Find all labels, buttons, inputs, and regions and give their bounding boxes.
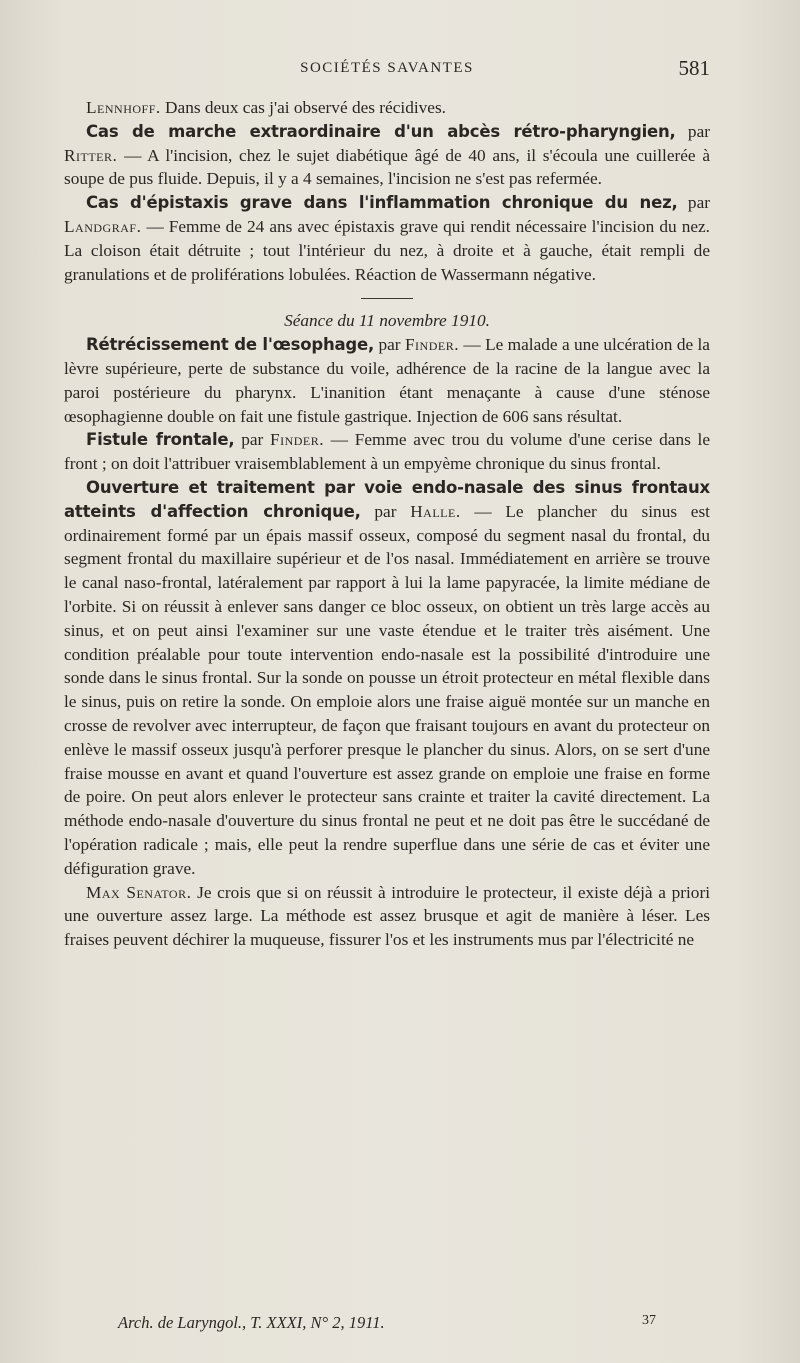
paragraph-landgraf: Cas d'épistaxis grave dans l'inflammation chronique du nez, par Landgraf. — Femme de 24 ans avec épistaxis grave qui rendit nécessaire l'incision du nez. La cloison était détruite ; tout l'intérieur du nez, à droite et à gauche, était rempli de granulations et de proliférations lobulées. Réaction de Wassermann négative. <box>64 193 710 284</box>
author-name: Finder. <box>269 430 325 450</box>
paragraph-text: — Femme de 24 ans avec épistaxis grave qui rendit nécessaire l'incision du nez. La cloison était détruite ; tout l'intérieur du nez, à droite et à gauche, était rempli de granulations et de proliférations lobulées. Réaction de Wassermann négative. <box>64 216 710 284</box>
author-name: Landgraf. <box>64 216 142 236</box>
paragraph-finder-oesophage: Rétrécissement de l'œsophage, par Finder. — Le malade a une ulcération de la lèvre supérieure, perte de substance du voile, adhérence de la racine de la langue avec la paroi postérieure du pharynx. L'inanition étant menaçante à cause d'une sténose œsophagienne double on fait une fistule gastrique. Injection de 606 sans résultat. <box>64 335 710 426</box>
author-name: Halle. <box>410 501 461 521</box>
section-heading: Ouverture et traitement par voie endo-nasale des sinus frontaux atteints d'affection chronique, <box>64 477 710 521</box>
author-name: Max Senator. <box>86 882 192 902</box>
paragraph-text: Je crois que si on réussit à introduire le protecteur, il existe déjà a priori une ouverture assez large. La méthode est assez brusque et agit de manière à léser. Les fraises peuvent déchirer la muqueuse, fissurer l'os et les instruments mus par l'électricité ne <box>64 882 710 950</box>
paragraph-ritter: Cas de marche extraordinaire d'un abcès rétro-pharyngien, par Ritter. — A l'incision, chez le sujet diabétique âgé de 40 ans, il s'écoula une cuillerée à soupe de pus fluide. Depuis, il y a 4 semaines, l'incision ne s'est pas refermée. <box>64 121 710 189</box>
paragraph-finder-fistule: Fistule frontale, par Finder. — Femme avec trou du volume d'une cerise dans le front ; on doit l'attribuer vraisemblablement à un empyème chronique du sinus frontal. <box>64 430 710 474</box>
sheet-number: 37 <box>642 1313 656 1328</box>
paragraph-text: — A l'incision, chez le sujet diabétique âgé de 40 ans, il s'écoula une cuillerée à soupe de pus fluide. Depuis, il y a 4 semaines, l'incision ne s'est pas refermée. <box>64 145 710 189</box>
page-footer <box>118 1313 656 1337</box>
running-title: SOCIÉTÉS SAVANTES <box>300 60 474 76</box>
paragraph-text: — Femme avec trou du volume d'une cerise dans le front ; on doit l'attribuer vraisemblablement à un empyème chronique du sinus frontal. <box>64 430 710 474</box>
section-heading: Cas de marche extraordinaire d'un abcès rétro-pharyngien, <box>86 121 676 141</box>
paragraph-halle: Ouverture et traitement par voie endo-nasale des sinus frontaux atteints d'affection chronique, par Halle. — Le plancher du sinus est ordinairement formé par un épais massif osseux, composé du segment nasal du frontal, du segment frontal du maxillaire supérieur et de l'os nasal. Immédiatement en arrière se trouve le canal naso-frontal, latéralement par rapport à lui la lame papyracée, la limite médiane de l'orbite. Si on réussit à enlever sans danger ce bloc osseux, on obtient un très large accès au sinus, et on peut ainsi l'examiner sur une vaste étendue et le traiter très aisément. Une condition préalable pour toute intervention endo-nasale est la possibilité d'introduire une sonde dans le sinus frontal. Sur la sonde on pousse un étroit protecteur en métal flexible dans le sinus, puis on retire la sonde. On emploie alors une fraise aiguë montée sur un manche en crosse de revolver avec interrupteur, de façon que fraisant toujours en avant du protecteur on enlève le massif osseux jusqu'à perforer presque le plancher du sinus. Alors, on se sert d'une fraise mousse en avant et quand l'ouverture est assez grande on emploie une fraise en forme de poire. On peut alors enlever le protecteur sans crainte et traiter la cavité directement. La méthode endo-nasale d'ouverture du sinus frontal ne peut et ne doit pas être le succédané de l'opération radicale ; mais, elle peut la rendre superflue dans une série de cas et éviter une défiguration grave. <box>64 477 710 878</box>
section-heading: Cas d'épistaxis grave dans l'inflammation chronique du nez, <box>86 193 678 213</box>
paragraph-text: — Le malade a une ulcération de la lèvre supérieure, perte de substance du voile, adhérence de la racine de la langue avec la paroi postérieure du pharynx. L'inanition étant menaçante à cause d'une sténose œsophagienne double on fait une fistule gastrique. Injection de 606 sans résultat. <box>64 335 710 426</box>
page-number: 581 <box>678 56 710 80</box>
paragraph-text: — Le plancher du sinus est ordinairement formé par un épais massif osseux, composé du segment nasal du frontal, du segment frontal du maxillaire supérieur et de l'os nasal. Immédiatement en arrière se trouve le canal naso-frontal, latéralement par rapport à lui la lame papyracée, la limite médiane de l'orbite. Si on réussit à enlever sans danger ce bloc osseux, on obtient un très large accès au sinus, et on peut ainsi l'examiner sur une vaste étendue et le traiter très aisément. Une condition préalable pour toute intervention endo-nasale est la possibilité d'introduire une sonde dans le sinus frontal. Sur la sonde on pousse un étroit protecteur en métal flexible dans le sinus, puis on retire la sonde. On emploie alors une fraise aiguë montée sur un manche en crosse de revolver avec interrupteur, de façon que fraisant toujours en avant du protecteur on enlève le massif osseux jusqu'à perforer presque le plancher du sinus. Alors, on se sert d'une fraise mousse en avant et quand l'ouverture est assez grande on emploie une fraise en forme de poire. On peut alors enlever le protecteur sans crainte et traiter la cavité directement. La méthode endo-nasale d'ouverture du sinus frontal ne peut et ne doit pas être le succédané de l'opération radicale ; mais, elle peut la rendre superflue dans une série de cas et éviter une défiguration grave. <box>64 501 710 878</box>
section-heading: Fistule frontale, <box>86 430 235 450</box>
journal-citation: Arch. de Laryngol., T. XXXI, N° 2, 1911. <box>118 1313 385 1332</box>
section-heading: Rétrécissement de l'œsophage, <box>86 335 375 355</box>
author-name: Finder. <box>404 335 460 355</box>
author-name: Ritter. <box>64 145 118 165</box>
session-heading: Séance du 11 novembre 1910. <box>284 311 490 331</box>
paragraph-senator <box>64 881 710 952</box>
author-name: Lennhoff. <box>86 98 161 117</box>
paragraph-text: Dans deux cas j'ai observé des récidives. <box>160 98 446 117</box>
paragraph-lennhoff <box>64 96 710 120</box>
section-divider <box>361 298 413 299</box>
page-header <box>64 56 710 86</box>
article-body <box>64 96 710 952</box>
